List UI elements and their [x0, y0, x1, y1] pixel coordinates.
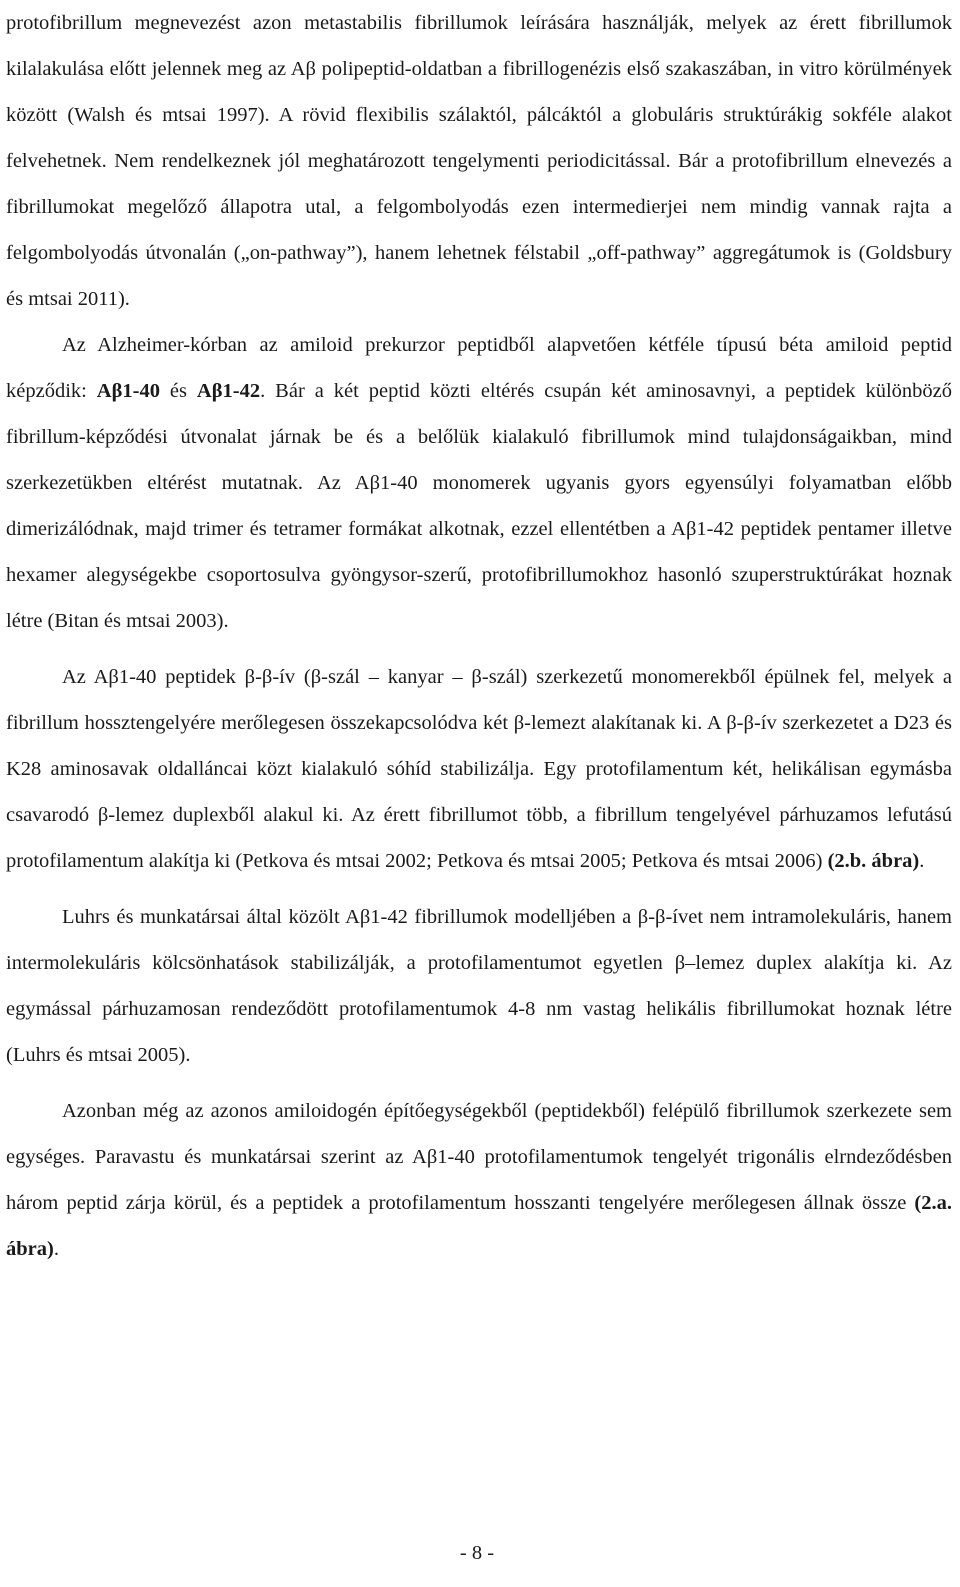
paragraph-text: Azonban még az azonos amiloidogén építőegységekből (peptidekből) felépülő fibrillumok szerkezete sem egységes. Paravastu és munkatársai szerint az Aβ1-40 protofilamentumok tengelyét trigonális elrndeződésben három peptid zárja körül, és a peptidek a protofilamentum hosszanti tengelyére merőlegesen állnak össze — [6, 1100, 952, 1214]
paragraph-text: . — [53, 1238, 59, 1260]
paragraph-alzheimer-peptides — [6, 322, 952, 644]
figure-reference-2b: (2.b. ábra) — [827, 850, 920, 872]
page-number — [0, 1530, 960, 1576]
paragraph-text: és — [159, 380, 197, 402]
bold-term-abeta-40: Aβ1-40 — [96, 380, 160, 402]
paragraph-text: Az Alzheimer-kórban az amiloid prekurzor peptidből alapvetően kétféle típusú béta amiloid peptid képződik: — [6, 334, 952, 402]
paragraph-protofibrillum: protofibrillum megnevezést azon metastabilis fibrillumok leírására használják, melyek az érett fibrillumok kilalakulása előtt jelennek meg az Aβ polipeptid-oldatban a fibrillogenézis első szakaszában, in vitro körülmények között (Walsh és mtsai 1997). A rövid flexibilis szálaktól, pálcáktól a globuláris struktúrákig sokféle alakot felvehetnek. Nem rendelkeznek jól meghatározott tengelymenti periodicitással. Bár a protofibrillum elnevezés a fibrillumokat megelőző állapotra utal, a felgombolyodás ezen intermedierjei nem mindig vannak rajta a felgombolyodás útvonalán („on-pathway”), hanem lehetnek félstabil „off-pathway” aggregátumok is (Goldsbury és mtsai 2011). — [6, 12, 952, 310]
paragraph-text: . — [919, 850, 925, 872]
paragraph-text: . Bár a két peptid közti eltérés csupán két aminosavnyi, a peptidek különböző fibrillum-képződési útvonalat járnak be és a belőlük kialakuló fibrillumok mind tulajdonságaikban, mind szerkezetükben eltérést mutatnak. Az Aβ1-40 monomerek ugyanis gyors egyensúlyi folyamatban előbb dimerizálódnak, majd trimer és tetramer formákat alkotnak, ezzel ellentétben a Aβ1-42 peptidek pentamer illetve hexamer alegységekbe csoportosulva gyöngysor-szerű, protofibrillumokhoz hasonló szuperstruktúrákat hoznak létre (Bitan és mtsai 2003). — [6, 380, 953, 632]
paragraph-beta-arch-structure — [6, 654, 952, 884]
paragraph-luhrs-model: Luhrs és munkatársai által közölt Aβ1-42 fibrillumok modelljében a β-β-ívet nem intramolekuláris, hanem intermolekuláris kölcsönhatások stabilizálják, a protofilamentumot egyetlen β–lemez duplex alakítja ki. Az egymással párhuzamosan rendeződött protofilamentumok 4-8 nm vastag helikális fibrillumokat hoznak létre (Luhrs és mtsai 2005). — [6, 906, 952, 1066]
paragraph-text: Az Aβ1-40 peptidek β-β-ív (β-szál – kanyar – β-szál) szerkezetű monomerekből épülnek fel, melyek a fibrillum hossztengelyére merőlegesen összekapcsolódva két β-lemezt alakítanak ki. A β-β-ív szerkezetet a D23 és K28 aminosavak oldalláncai közt kialakuló sóhíd stabilizálja. Egy protofilamentum két, helikálisan egymásba csavarodó β-lemez duplexből alakul ki. Az érett fibrillumot több, a fibrillum tengelyével párhuzamos lefutású protofilamentum alakítja ki (Petkova és mtsai 2002; Petkova és mtsai 2005; Petkova és mtsai 2006) — [6, 666, 952, 872]
paragraph-paravastu-structure — [6, 1088, 952, 1272]
page-number-text: - 8 - — [459, 1542, 495, 1564]
bold-term-abeta-42: Aβ1-42 — [196, 380, 261, 402]
figure-reference-2a: (2.a. ábra) — [6, 1192, 952, 1260]
